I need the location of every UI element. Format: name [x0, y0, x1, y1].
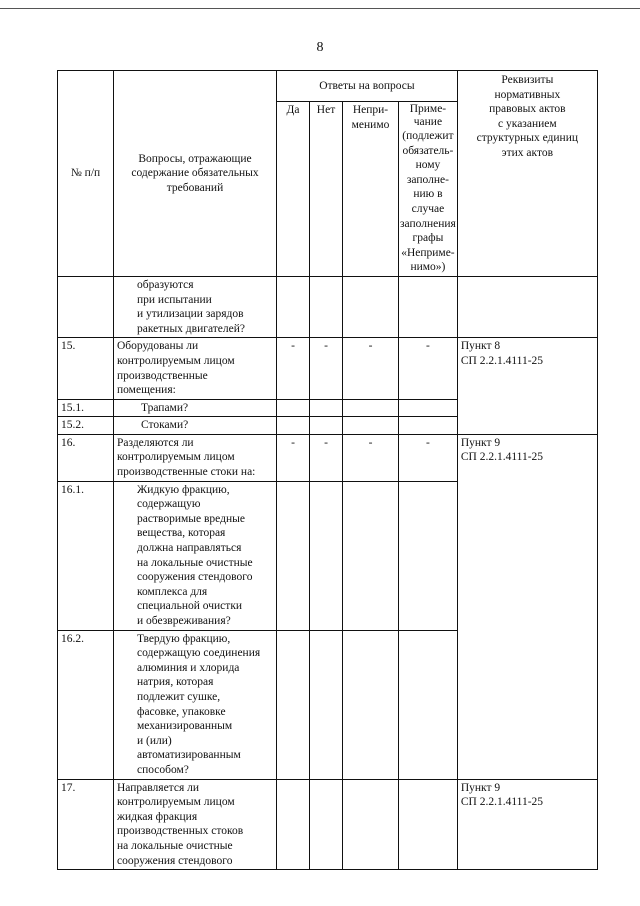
- answer-na: -: [343, 434, 399, 481]
- answer-yes: -: [277, 338, 310, 399]
- row-question: Твердую фракцию, содержащую соединения алюминия и хлорида натрия, которая подлежит сушке, фасовке, упаковке механизированным и (или) автоматизированным способом?: [114, 630, 277, 779]
- row-question: Трапами?: [114, 399, 277, 417]
- table-row: [58, 276, 598, 337]
- row-question: образуются при испытании и утилизации зарядов ракетных двигателей?: [114, 276, 277, 337]
- answer-na: -: [343, 338, 399, 399]
- answer-note: -: [399, 338, 458, 399]
- row-requisites: Пункт 8 СП 2.2.1.4111-25: [457, 338, 597, 435]
- table-row: [58, 779, 598, 870]
- answer-no: -: [310, 434, 343, 481]
- row-num: [58, 276, 114, 337]
- requirements-table: [57, 70, 598, 870]
- table-row: [58, 434, 598, 481]
- row-num: 15.2.: [58, 417, 114, 435]
- row-requisites: Пункт 9 СП 2.2.1.4111-25: [457, 779, 597, 870]
- row-num: 15.: [58, 338, 114, 399]
- header-requisites: Реквизиты нормативных правовых актов с указанием структурных единиц этих актов: [457, 71, 597, 277]
- header-num: № п/п: [58, 71, 114, 277]
- row-num: 16.2.: [58, 630, 114, 779]
- row-question: Разделяются ли контролируемым лицом производственные стоки на:: [114, 434, 277, 481]
- header-note: Приме- чание (подлежит обязатель- ному заполне- нию в случае заполнения графы «Неприме- нимо»): [399, 102, 458, 277]
- row-question: Оборудованы ли контролируемым лицом производственные помещения:: [114, 338, 277, 399]
- header-yes: Да: [277, 102, 310, 277]
- answer-no: -: [310, 338, 343, 399]
- row-num: 15.1.: [58, 399, 114, 417]
- table-row: [58, 338, 598, 399]
- answer-note: -: [399, 434, 458, 481]
- row-num: 16.: [58, 434, 114, 481]
- row-question: Стоками?: [114, 417, 277, 435]
- row-num: 16.1.: [58, 481, 114, 630]
- header-question: Вопросы, отражающие содержание обязательных требований: [114, 71, 277, 277]
- top-rule: [0, 8, 640, 9]
- row-num: 17.: [58, 779, 114, 870]
- table-header-row: [58, 71, 598, 102]
- page-number: 8: [316, 40, 324, 55]
- row-requisites: Пункт 9 СП 2.2.1.4111-25: [457, 434, 597, 779]
- answer-yes: -: [277, 434, 310, 481]
- row-question: Жидкую фракцию, содержащую растворимые вредные вещества, которая должна направляться на локальные очистные сооружения стендового комплекса для специальной очистки и обезвреживания?: [114, 481, 277, 630]
- header-answers: Ответы на вопросы: [277, 71, 458, 102]
- header-no: Нет: [310, 102, 343, 277]
- header-na: Непри- менимо: [343, 102, 399, 277]
- row-question: Направляется ли контролируемым лицом жидкая фракция производственных стоков на локальные очистные сооружения стендового: [114, 779, 277, 870]
